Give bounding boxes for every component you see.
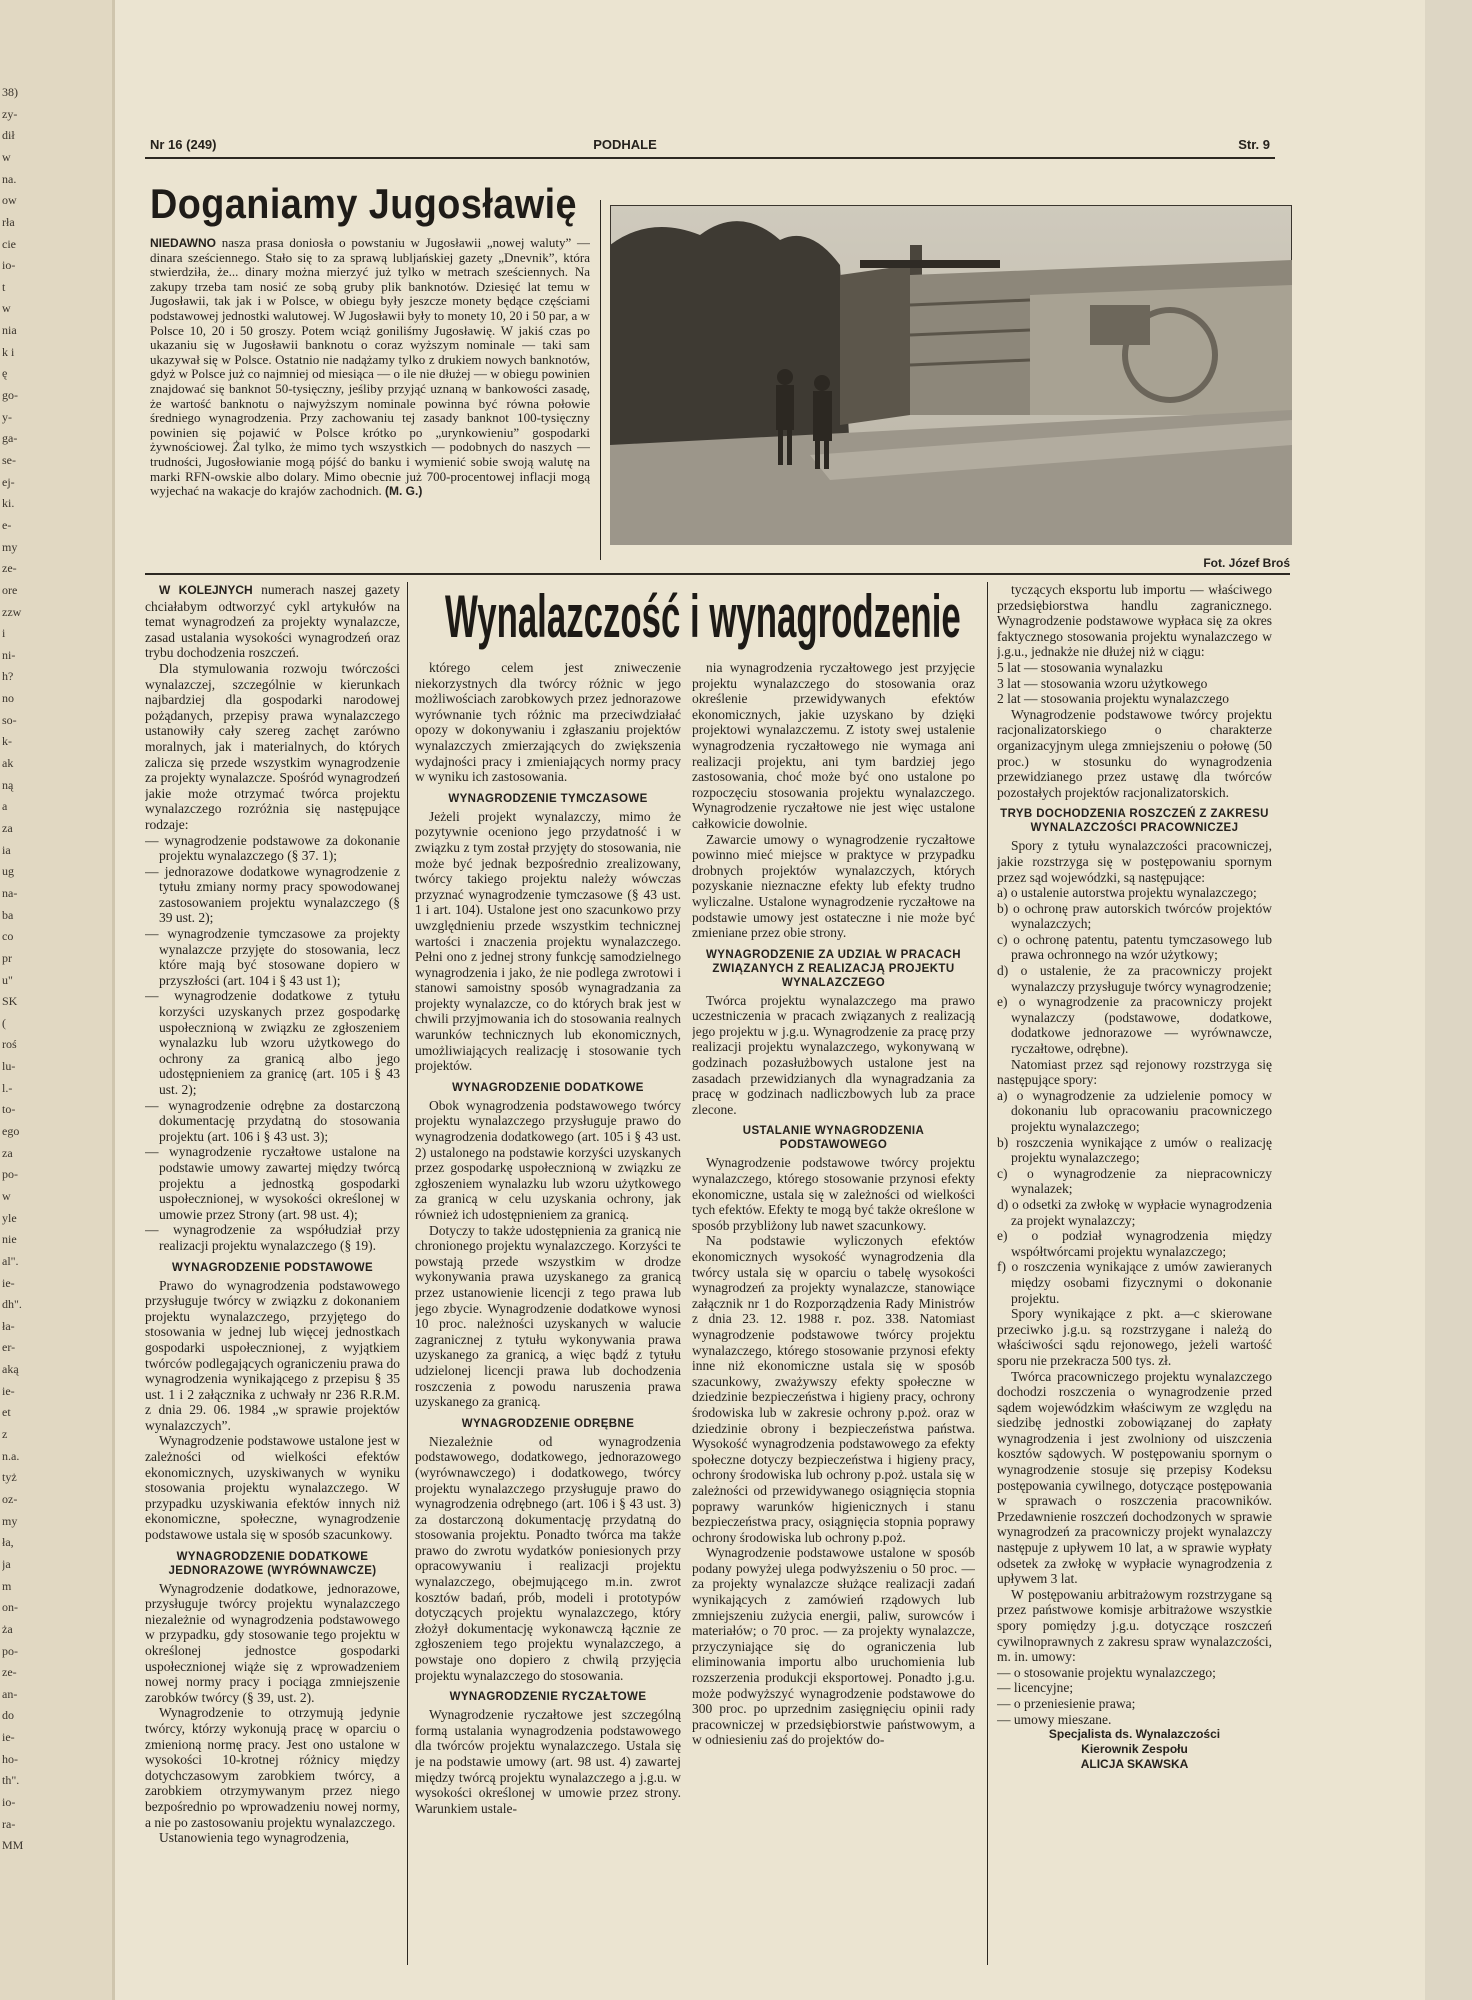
article-paragraph (997, 1587, 1272, 1665)
article-paragraph (692, 993, 975, 1118)
prev-page-fragment: k- (2, 734, 12, 749)
paragraph-text: którego celem jest zniweczenie niekorzystnych dla twórcy różnic w jego możliwościach zarobkowych przez jednorazowe wyrównanie tych różnic ma przeciwdziałać opozy w dokonywaniu i zgłaszaniu projektów wynalazczych zmierzających do zwiększenia wydajności pracy i zmieniających normy pracy w wyniku ich zastosowania. (415, 660, 681, 785)
newspaper-name: PODHALE (593, 137, 657, 152)
prev-page-fragment: ża (2, 1621, 13, 1636)
article-paragraph (692, 1545, 975, 1748)
article-item (145, 1222, 400, 1253)
article-item (145, 1098, 400, 1145)
prev-page-fragment: ę (2, 366, 8, 381)
prev-page-fragment: ki. (2, 496, 15, 511)
article-paragraph (997, 1306, 1272, 1368)
article-item (997, 1696, 1272, 1712)
prev-page-fragment: my (2, 1513, 18, 1528)
column-rule (987, 582, 988, 1965)
prev-page-fragment: th". (2, 1773, 20, 1788)
heading-text: WYNAGRODZENIE PODSTAWOWE (171, 1261, 374, 1274)
prev-page-fragment: et (2, 1405, 11, 1420)
article-heading (145, 1261, 400, 1275)
paragraph-text: Wynagrodzenie podstawowe ustalone jest w zależności od wielkości efektów ekonomicznych, uzyskiwanych w wyniku stosowania projektu wynalazczego. W przypadku uzyskiwania efektów innych niż ekonomiczne, społeczne, wynagrodzenie podstawowe ustala się w sposób szacunkowy. (145, 1433, 400, 1543)
article-paragraph (692, 832, 975, 941)
prev-page-fragment: lu- (2, 1059, 16, 1074)
article-paragraph (145, 1433, 400, 1542)
article-item (145, 1144, 400, 1222)
heading-text: WYNAGRODZENIE ZA UDZIAŁ W PRACACH ZWIĄZANYCH Z REALIZACJĄ PROJEKTU WYNALAZCZEGO (706, 948, 961, 989)
article-heading (415, 792, 681, 806)
prev-page-fragment: pr (2, 950, 12, 965)
signature-text: Specjalista ds. Wynalazczości (1048, 1727, 1221, 1742)
prev-page-fragment: roś (2, 1037, 17, 1052)
prev-page-fragment: ną (2, 777, 14, 792)
prev-page-fragment: ie- (2, 1275, 15, 1290)
article-item (145, 864, 400, 926)
article-line (997, 676, 1272, 692)
paragraph-text: W postępowaniu arbitrażowym rozstrzygane są przez państwowe komisje arbitrażowe wszystkie spory pomiędzy j.g.u. dotyczące roszczeń cywilnoprawnych z zakresu spraw wynalazczości, m. in. umowy: (997, 1586, 1272, 1665)
paragraph-text: Wynagrodzenie podstawowe twórcy projektu wynalazczego, którego stosowanie przynosi efekty ekonomiczne, ustala się w zależności od wielkości tych efektów. Efekty te mogą być także określone w sposób przybliżony lub nawet szacunkowy. (692, 1155, 975, 1233)
article-item (997, 1088, 1272, 1135)
line-text: 3 lat — stosowania wzoru użytkowego (997, 675, 1208, 691)
prev-page-fragment: SK (2, 994, 18, 1009)
prev-page-fragment: u" (2, 972, 13, 987)
item-text: — wynagrodzenie odrębne za dostarczoną dokumentację przydatną do stosowania projektu (art. 106 i § 43 ust. 3); (145, 1097, 400, 1144)
item-text: d) o ustalenie, że za pracowniczy projekt wynalazczy przysługuje twórcy wynagrodzenie; (997, 963, 1272, 994)
prev-page-fragment: ia (2, 842, 11, 857)
prev-page-fragment: al". (2, 1253, 19, 1268)
prev-page-fragment: io- (2, 258, 16, 273)
article-item (997, 1259, 1272, 1306)
article-item (145, 988, 400, 1097)
lead-in: W KOLEJNYCH (159, 583, 253, 597)
paragraph-text: Wynagrodzenie podstawowe ustalone w sposób podany powyżej ulega podwyższeniu o 50 proc. — za projekty wynalazcze służące realizacji zadań wynikających z zamówień rządowych lub zmniejszeniu zużycia energii, paliw, surowców i materiałów; o 70 proc. — za projekty wynalazcze, przyczyniające się do ograniczenia lub eliminowania importu albo uruchomienia lub rozszerzenia produkcji eksportowej. Ponadto j.g.u. może podwyższyć wynagrodzenie podstawowe do 300 proc. po uprzednim zasięgnięciu opinii rady pracowniczej w przedsiębiorstwie państwowym, a w odniesieniu zaś do projektów do- (692, 1545, 975, 1748)
prev-page-fragment: on- (2, 1600, 18, 1615)
signature-text: ALICJA SKAWSKA (1080, 1757, 1189, 1772)
item-text: — wynagrodzenie tymczasowe za projekty wynalazcze przyjęte do stosowania, lecz które mają być stosowane dopiero w przyszłości (art. 104 i § 43 ust 1); (145, 926, 400, 988)
article-paragraph (415, 1098, 681, 1223)
prev-page-fragment: do (2, 1708, 14, 1723)
prev-page-fragment: dh". (2, 1297, 22, 1312)
prev-page-fragment: k i (2, 344, 15, 359)
article-item (997, 963, 1272, 994)
article-line (997, 691, 1272, 707)
article-paragraph (145, 661, 400, 833)
prev-page-fragment: an- (2, 1686, 18, 1701)
author-initials: (M. G.) (384, 484, 423, 499)
prev-page-fragment: ra- (2, 1816, 16, 1831)
prev-page-fragment: nia (2, 323, 17, 338)
article-item (997, 994, 1272, 1056)
article-column-4 (997, 582, 1272, 1965)
prev-page-fragment: e- (2, 517, 12, 532)
prev-page-fragment: zzw (2, 604, 22, 619)
item-text: f) o roszczenia wynikające z umów zawieranych między osobami fizycznymi o dokonanie projektu. (997, 1259, 1272, 1306)
prev-page-fragment: ga- (2, 431, 18, 446)
article-heading (415, 1081, 681, 1095)
prev-page-fragment: to- (2, 1102, 16, 1117)
paragraph-text: Obok wynagrodzenia podstawowego twórcy projektu wynalazczego przysługuje prawo do wynagrodzenia dodatkowego (art. 105 i § 43 ust. 2) ustalonego na podstawie korzyści uzyskanych przez gospodarkę uspołecznioną w związku ze zgłoszeniem wynalazku lub wzoru użytkowego za granicą w celu uzyskania ochrony, jak również ich udostępnieniem za granicą. (415, 1097, 681, 1222)
article-paragraph (997, 1057, 1272, 1088)
paragraph-text: Wynagrodzenie to otrzymują jedynie twórcy, którzy wykonują pracę w oparciu o zmienioną normę pracy. Jest ono ustalone w wysokości 10-krotnej różnicy między dotychczasowym zarobkiem twórcy, a zarobkiem otrzymywanym przez niego bezpośrednio po wprowadzeniu nowej normy, a nie po zastosowaniu projektu wynalazczego. (145, 1705, 400, 1830)
article-signature (997, 1742, 1272, 1757)
article-heading (145, 1550, 400, 1578)
prev-page-fragment: y- (2, 409, 12, 424)
article-item (997, 885, 1272, 901)
prev-page-fragment: ( (2, 1015, 6, 1030)
prev-page-fragment: ła, (2, 1535, 14, 1550)
article-paragraph (145, 1581, 400, 1706)
article-line (997, 660, 1272, 676)
item-text: c) o ochronę patentu, patentu tymczasowego lub prawa ochronnego na wzór użytkowy; (997, 931, 1272, 963)
prev-page-fragment: 38) (2, 85, 18, 99)
page-edge (1425, 0, 1472, 2000)
prev-page-fragment: yle (2, 1210, 17, 1225)
prev-page-fragment: ore (2, 582, 18, 597)
prev-page-fragment: m (2, 1578, 12, 1593)
article-heading (692, 948, 975, 990)
prev-page-fragment: dił (2, 128, 15, 143)
prev-page-fragment: ej- (2, 474, 15, 489)
previous-page-margin (0, 0, 115, 2000)
paragraph-text: Prawo do wynagrodzenia podstawowego przysługuje twórcy w związku z dokonaniem projektu wynalazczego, przyjętego do stosowania w jednej lub więcej jednostkach gospodarki uspołecznionej, z wyjątkiem twórców podlegających ograniczeniu prawa do wynagrodzenia wynikającego z przepisu § 35 ust. 1 i 2 załącznika z uchwały nr 236 R.R.M. z dnia 29. 06. 1984 „w sprawie projektów wynalazczych”. (145, 1277, 400, 1433)
prev-page-fragment: po- (2, 1167, 18, 1182)
paragraph-text: Spory z tytułu wynalazczości pracowniczej, jakie rozstrzyga się w postępowaniu spornym przez sąd wojewódzki, są następujące: (997, 838, 1272, 885)
prev-page-fragment: cie (2, 236, 16, 251)
article-item (997, 1166, 1272, 1197)
heading-text: WYNAGRODZENIE TYMCZASOWE (448, 792, 648, 805)
heading-text: WYNAGRODZENIE ODRĘBNE (461, 1417, 635, 1430)
prev-page-fragment: go- (2, 388, 18, 403)
paragraph-text: Wynagrodzenie podstawowe twórcy projektu racjonalizatorskiego o charakterze organizacyjnym ulega zmniejszeniu o połowę (50 proc.) w stosunku do wynagrodzenia przewidzianego przez ustawę dla twórców pozostałych projektów racjonalizatorskich. (997, 706, 1272, 800)
prev-page-fragment: ho- (2, 1751, 18, 1766)
paragraph-text: Jeżeli projekt wynalazczy, mimo że pozytywnie oceniono jego przydatność i w związku z tym został przyjęty do stosowania, nie może być jednak bezpośrednio zrealizowany, twórcy takiego projektu należy wówczas przyznać wynagrodzenie tymczasowe (§ 43 ust. 1 i art. 104). Ustalone jest ono szacunkowo przy uwzględnieniu przede wszystkim technicznej wartości i znaczenia projektu wynalazczego. Pełni ono z jednej strony funkcję samodzielnego wynagrodzenia i jako, że nie podlega zwrotowi i stanowi samoistny sposób wynagradzania za projekty wynalazcze, co do których brak jest w chwili przyjmowania ich do stosowania realnych warunków technicznych lub ekonomicznych, umożliwiających realizację i stosowanie tych projektów. (415, 808, 681, 1074)
article-signature (997, 1757, 1272, 1772)
paragraph-text: Na podstawie wyliczonych efektów ekonomicznych wysokość wynagrodzenia dla twórcy ustala się w oparciu o tabelę wysokości wynagrodzeń za projekty wynalazcze, stanowiące załącznik nr 1 do Rozporządzenia Rady Ministrów z dnia 23. 12. 1988 r. poz. 338. Natomiast wynagrodzenie podstawowe twórcy projektu wynalazczego, którego stosowanie przynosi efekty inne niż ekonomiczne ustala się w sposób szacunkowy, zważywszy efekty społeczne w dziedzinie bezpieczeństwa i higieny pracy, ochrony środowiska lub w zakresie ochrony p.poż. oraz w dziedzinie obrony i bezpieczeństwa państwa. Wysokość wynagrodzenia podstawowego za efekty społeczne dotyczy bezpieczeństwa i higieny pracy, ochrony środowiska lub ochrony p.poż. ustala się w zależności od przewidywanego osiągnięcia stopnia poprawy warunków higienicznych i stanu bezpieczeństwa pracy, osiągnięcia stopnia poprawy ochrony środowiska lub ochrony p.poż. (692, 1233, 975, 1545)
section-rule (145, 573, 1290, 575)
line-text: 2 lat — stosowania projektu wynalazczego (997, 691, 1230, 707)
article-paragraph (145, 1830, 400, 1846)
article-item (997, 1712, 1272, 1728)
issue-number: Nr 16 (249) (150, 137, 217, 152)
paragraph-text: nia wynagrodzenia ryczałtowego jest przyjęcie projektu wynalazczego do stosowania oraz określenie przewidywanych efektów ekonomicznych, jakie uzyskano by dzięki projektowi wynalazczemu. Z istoty swej ustalenie wynagrodzenia ryczałtowego nie wymaga ani realizacji projektu, ani tym bardziej jego zastosowania, choć może być ono ustalone po rozpoczęciu stosowania projektu wynalazczego. Wynagrodzenie ryczałtowe nie jest więc ustalone całkowicie dowolnie. (692, 660, 975, 831)
article-paragraph (692, 1155, 975, 1233)
prev-page-fragment: so- (2, 712, 17, 727)
photo-caption: Fot. Józef Broś (1203, 556, 1290, 570)
prev-page-fragment: ak (2, 756, 14, 771)
article-paragraph (997, 838, 1272, 885)
prev-page-fragment: nie (2, 1232, 17, 1247)
item-text: — o stosowanie projektu wynalazczego; (997, 1664, 1216, 1680)
item-text: a) o wynagrodzenie za udzielenie pomocy w dokonaniu lub opracowaniu pracowniczego projektu wynalazczego; (997, 1087, 1272, 1134)
prev-page-fragment: ego (2, 1124, 20, 1139)
prev-page-fragment: ug (2, 864, 14, 879)
paragraph-text: Dotyczy to także udostępnienia za granicą nie chronionego projektu wynalazczego. Korzyści te powstają przede wszystkim w drodze wykonywania prawa uzyskanego za granicą przez ustanowienie licencji z tego prawa lub jego zbycie. Wynagrodzenie dodatkowe wynosi 10 proc. należności uzyskanych w walucie zagranicznej z tytułu wykonywania prawa uzyskanego za granicą, a więc bądź z tytułu udzielonej licencji prawa lub dochodzenia roszczenia z powodu naruszenia prawa uzyskanego za granicą. (415, 1222, 681, 1410)
heading-text: WYNAGRODZENIE RYCZAŁTOWE (449, 1691, 647, 1704)
item-text: b) o ochronę praw autorskich twórców projektów wynalazczych; (997, 900, 1272, 932)
paragraph-text: Ustanowienia tego wynagrodzenia, (159, 1830, 350, 1846)
prev-page-fragment: w (2, 1188, 11, 1203)
prev-page-fragment: ze- (2, 561, 17, 576)
prev-page-fragment: ie- (2, 1730, 15, 1745)
prev-page-fragment: h? (2, 669, 14, 684)
article-paragraph (415, 1223, 681, 1410)
item-text: c) o wynagrodzenie za niepracowniczy wynalazek; (997, 1165, 1272, 1197)
article-paragraph (145, 582, 400, 661)
main-article-title: Wynalazczość i wynagrodzenie (445, 583, 961, 650)
prev-page-fragment: co (2, 929, 14, 944)
article-item (145, 833, 400, 864)
article-heading (997, 807, 1272, 835)
prev-page-fragment: aką (2, 1362, 19, 1377)
prev-page-fragment: zy- (2, 106, 18, 121)
prev-page-fragment: ze- (2, 1665, 17, 1680)
page-number: Str. 9 (1238, 137, 1270, 152)
prev-page-fragment: na- (2, 885, 18, 900)
prev-page-fragment: tyż (2, 1470, 17, 1485)
article-signature (997, 1727, 1272, 1742)
paragraph-text: tyczących eksportu lub importu — właściwego przedsiębiorstwa handlu zagranicznego. Wynagrodzenie podstawowe wypłaca się za okres faktycznego stosowania projektu wynalazczego w j.g.u., jednakże nie dłużej niż w ciągu: (997, 582, 1272, 660)
item-text: — jednorazowe dodatkowe wynagrodzenie z tytułu zmiany normy pracy spowodowanej zastosowaniem projektu wynalazczego (§ 39 ust. 2); (145, 863, 400, 926)
article-column-2 (415, 660, 681, 1965)
paragraph-text: Niezależnie od wynagrodzenia podstawowego, dodatkowego, jednorazowego (wyrównawczego) i dodatkowego, twórcy projektu wynalazczego przysługuje prawo do wynagrodzenia odrębnego (art. 106 i § 43 ust. 3) za dostarczoną dokumentację przydatną do stosowania projektu. Ponadto twórca ma także prawo do zwrotu wydatków poniesionych przy opracowywaniu i realizacji projektu wynalazczego, obejmującego m.in. zwrot kosztów badań, prób, modeli i prototypów dotyczących projektu wynalazczego, który złożył dokumentację wykonawczą łącznie ze zgłoszeniem tego projektu wynalazczego, a powstaje ono dopiero z chwilą przyjęcia projektu wynalazczego do stosowania. (415, 1433, 681, 1683)
article-item (997, 1197, 1272, 1228)
paragraph-text: numerach naszej gazety chciałabym odtworzyć cykl artykułów na temat wynagrodzeń za projekty wynalazcze, zasad ustalania wysokości wynagrodzeń oraz trybu dochodzenia roszczeń. (145, 582, 400, 661)
article-item (997, 932, 1272, 963)
heading-text: WYNAGRODZENIE DODATKOWE JEDNORAZOWE (WYRÓWNAWCZE) (168, 1550, 377, 1577)
article-paragraph (692, 1233, 975, 1545)
prev-page-fragment: z (2, 1427, 8, 1442)
item-text: — o przeniesienie prawa; (997, 1695, 1136, 1711)
paragraph-text: Wynagrodzenie dodatkowe, jednorazowe, przysługuje twórcy projektu wynalazczego niezależnie od wynagrodzenia podstawowego w przypadku, gdy stosowanie tego projektu w określonej jednostce gospodarki uspołecznionej wiąże się z wprowadzeniem nowej normy pracy i pociąga zmniejszenie zarobków twórcy (§ 39, ust. 2). (145, 1580, 400, 1705)
article-paragraph (415, 1707, 681, 1816)
prev-page-fragment: l.- (2, 1080, 13, 1095)
prev-page-fragment: no (2, 691, 14, 706)
article-item (997, 1135, 1272, 1166)
paragraph-text: Twórca pracowniczego projektu wynalazczego dochodzi roszczenia o wynagrodzenie przed sądem wojewódzkim właściwym ze względu na siedzibę jednostki zobowiązanej do zapłaty wynagrodzenia i jest zwolniony od uiszczenia kosztów sądowych. W postępowaniu spornym o wynagrodzenie stosuje się przepisy Kodeksu postępowania cywilnego, dotyczące postępowania w sprawach o roszczenia pracowników. Przedawnienie roszczeń dochodzonych w sprawie wynagrodzeń za pracowniczy projekt wynalazczy następuje z upływem 10 lat, a w sprawie wypłaty odsetek za zwłokę w wypłacie wynagrodzenia z upływem 3 lat. (997, 1368, 1272, 1587)
prev-page-fragment: ła- (2, 1318, 15, 1333)
top-article-body (150, 236, 590, 556)
street-photo (610, 205, 1292, 545)
article-paragraph (997, 1369, 1272, 1587)
prev-page-fragment: za (2, 1145, 13, 1160)
prev-page-fragment: er- (2, 1340, 16, 1355)
article-column-1 (145, 582, 400, 1965)
heading-text: TRYB DOCHODZENIA ROSZCZEŃ Z ZAKRESU WYNALAZCZOŚCI PRACOWNICZEJ (1000, 808, 1269, 835)
item-text: — wynagrodzenie podstawowe za dokonanie projektu wynalazczego (§ 37. 1); (145, 832, 400, 864)
prev-page-fragment: a (2, 799, 8, 814)
heading-text: USTALANIE WYNAGRODZENIA PODSTAWOWEGO (742, 1125, 925, 1152)
article-paragraph (415, 809, 681, 1074)
article-paragraph (692, 660, 975, 832)
prev-page-fragment: se- (2, 452, 16, 467)
prev-page-fragment: t (2, 279, 6, 294)
item-text: b) roszczenia wynikające z umów o realizację projektu wynalazczego; (997, 1134, 1272, 1166)
prev-page-fragment: io- (2, 1795, 16, 1810)
article-paragraph (415, 660, 681, 785)
paragraph-text: Zawarcie umowy o wynagrodzenie ryczałtowe powinno mieć miejsce w praktyce w przypadku drobnych projektów wynalazczych, których pozyskanie nieznaczne efekty lub efekty trudno wyliczalne. Ustalone wynagrodzenie ryczałtowe na podstawie umowy jest ostateczne i nie może być zmieniane przez obie strony. (692, 831, 975, 941)
line-text: 5 lat — stosowania wynalazku (997, 659, 1163, 675)
heading-text: WYNAGRODZENIE DODATKOWE (452, 1081, 644, 1094)
prev-page-fragment: my (2, 539, 18, 554)
prev-page-fragment: MM (2, 1838, 24, 1853)
prev-page-fragment: na. (2, 171, 17, 186)
article-heading (415, 1690, 681, 1704)
prev-page-fragment: ow (2, 193, 17, 208)
column-rule (600, 200, 601, 560)
top-article-title: Doganiamy Jugosławię (150, 180, 578, 227)
prev-page-fragment: ni- (2, 647, 16, 662)
item-text: — wynagrodzenie ryczałtowe ustalone na podstawie umowy zawartej między twórcą projektu a jednostką gospodarki uspołecznionej, w wysokości określonej w umowie przez Strony (art. 98 ust. 4); (145, 1144, 400, 1222)
prev-page-fragment: oz- (2, 1492, 18, 1506)
paragraph-text: Wynagrodzenie ryczałtowe jest szczególną formą ustalania wynagrodzenia podstawowego dla twórców projektu wynalazczego. Ustala się je na podstawie umowy (art. 98 ust. 4) zawartej między twórcą projektu wynalazczego a j.g.u. w wysokości określonej w umowie przez strony. Warunkiem ustale- (415, 1707, 681, 1816)
paragraph-text: Twórca projektu wynalazczego ma prawo uczestniczenia w pracach związanych z realizacją jego projektu w j.g.u. Wynagrodzenie za pracę przy realizacji projektu wynalazczego, wykonywaną w godzinach pozasłużbowych ustalone jest na zasadach przewidzianych dla wynagradzania za pracę w godzinach nadliczbowych lub za prace zlecone. (692, 992, 975, 1117)
article-heading (415, 1417, 681, 1431)
prev-page-fragment: ja (2, 1556, 11, 1571)
article-item (145, 926, 400, 988)
article-item (997, 1228, 1272, 1259)
article-paragraph (145, 1278, 400, 1434)
article-item (997, 1665, 1272, 1681)
prev-page-fragment: ba (2, 907, 14, 922)
prev-page-fragment: w (2, 149, 11, 164)
article-text: nasza prasa doniosła o powstaniu w Jugosławii „nowej waluty” — dinara sześciennego. Stało się to za sprawą lubljańskiej gazety „Dnevnik”, która stwierdziła, że... dinary można mierzyć już tylko w metrach sześciennych. Na zakupy trzeba tam nosić ze sobą gruby plik banknotów. Dziesięć lat temu w Jugosławii, tak jak i w Polsce, w obiegu były jeszcze monety będące częściami podstawowej jednostki walutowej. W Jugosławii były to monety 10, 20 i 50 par, a w Polsce 10, 20 i 50 groszy. Potem wciąż goniliśmy Jugosławię. W jakiś czas po ukazaniu się w Jugosławii banknotu o coraz wyższym nominale — taki sam ukazywał się w Polsce. Ostatnio nie nadążamy tylko z drukiem nowych banknotów, gdyż w Polsce już co najmniej od miesiąca — o ile nie dłużej — w obiegu powinien znajdować się banknot 50-tysięczny, jeśliby przyjąć uznaną w bankowości zasadę, że wartość banknotu o najwyższym nominale powinna być równa połowie średniego wynagrodzenia. Przy zachowaniu tej zasady banknot 100-tysięczny powinien się pojawić w Polsce krótko po „urynkowieniu” gospodarki żywnościowej. Żal tylko, że mimo tych wszystkich — podobnych do naszych — trudności, Jugosłowianie mogą pójść do banku i wymienić sobie swoją walutę na marki RFN-owskie albo dolary. Mimo obecnie już 700-procentowej inflacji mogą wyjechać na wakacje do krajów zachodnich. (150, 236, 590, 499)
item-text: e) o wynagrodzenie za pracowniczy projekt wynalazczy (podstawowe, dodatkowe, dodatkowe jednorazowe — wyrównawcze, ryczałtowe, odrębne). (997, 994, 1272, 1057)
paragraph-text: Dla stymulowania rozwoju twórczości wynalazczej, szczególnie w kierunkach najbardziej dla gospodarki narodowej pożądanych, przepisy prawa wynalazczego ustanowiły cały szereg zachęt zarówno moralnych, jak i materialnych, do których zalicza się przede wszystkim wynagrodzenie za projekty wynalazcze. Spośród wynagrodzeń jakie może otrzymać twórca projektu wynalazczego rozróżnia się następujące rodzaje: (145, 660, 400, 832)
header-rule (145, 157, 1275, 159)
prev-page-fragment: po- (2, 1643, 18, 1658)
prev-page-fragment: n.a. (2, 1448, 20, 1463)
item-text: — wynagrodzenie dodatkowe z tytułu korzyści uzyskanych przez gospodarkę uspołecznioną w związku ze zgłoszeniem wynalazku lub wzoru użytkowego do ochrony za granicą albo jego udostępnieniem za granicę (art. 105 i § 43 ust. 2); (145, 988, 400, 1097)
prev-page-fragment: i (2, 626, 6, 641)
prev-page-fragment: za (2, 820, 13, 835)
article-item (997, 901, 1272, 932)
article-paragraph (145, 1705, 400, 1830)
prev-page-fragment: rła (2, 214, 15, 229)
lead-in: NIEDAWNO (150, 236, 216, 250)
prev-page-fragment: w (2, 301, 11, 316)
item-text: e) o podział wynagrodzenia między współtwórcami projektu wynalazczego; (997, 1228, 1272, 1259)
item-text: — wynagrodzenie za współudział przy realizacji projektu wynalazczego (§ 19). (145, 1222, 400, 1253)
signature-text: Kierownik Zespołu (1081, 1742, 1188, 1757)
article-column-3 (692, 660, 975, 1965)
item-text: a) o ustalenie autorstwa projektu wynalazczego; (997, 885, 1257, 901)
paragraph-text: Spory wynikające z pkt. a—c skierowane przeciwko j.g.u. są rozstrzygane i należą do właściwości sądu rejonowego, jeżeli wartość sporu nie przekracza 500 tys. zł. (997, 1306, 1272, 1368)
column-rule (407, 582, 408, 1965)
article-paragraph (415, 1434, 681, 1684)
article-heading (692, 1124, 975, 1152)
item-text: d) o odsetki za zwłokę w wypłacie wynagrodzenia za projekt wynalazczy; (997, 1196, 1272, 1228)
prev-page-fragment: ie- (2, 1383, 15, 1398)
article-paragraph (997, 707, 1272, 801)
article-item (997, 1680, 1272, 1696)
item-text: — licencyjne; (997, 1680, 1074, 1696)
paragraph-text: Natomiast przez sąd rejonowy rozstrzyga się następujące spory: (997, 1056, 1272, 1088)
item-text: — umowy mieszane. (997, 1711, 1112, 1727)
article-paragraph (997, 582, 1272, 660)
